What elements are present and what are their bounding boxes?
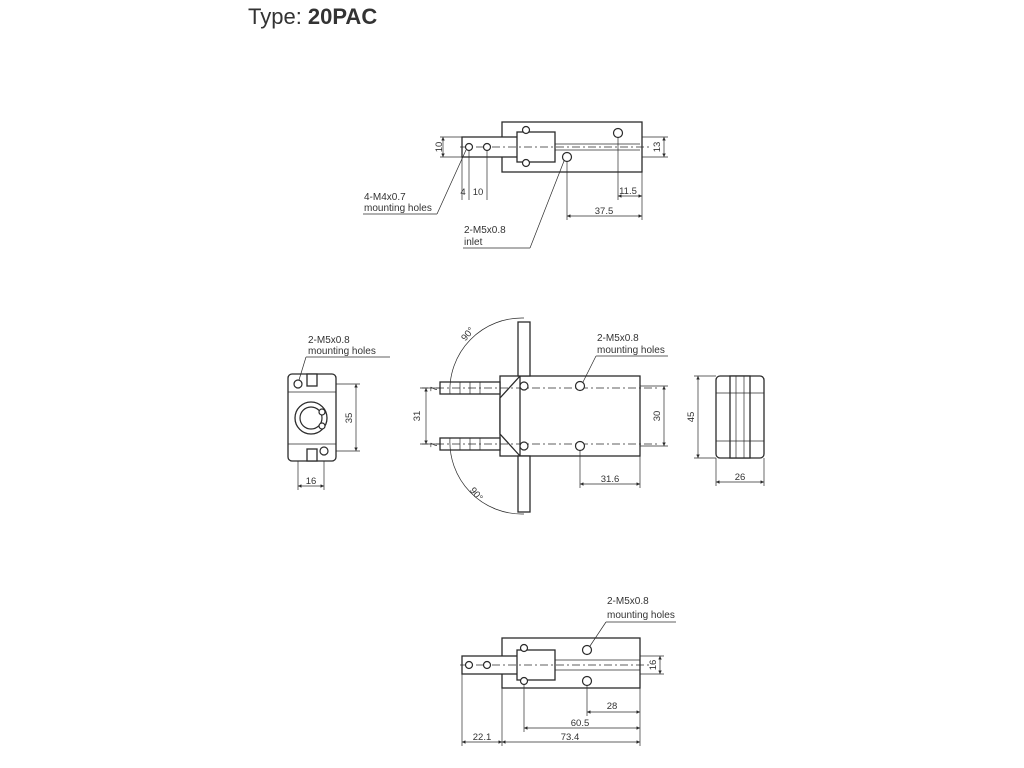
top-mount-hole [484,144,491,151]
dim-side-30: 30 [652,410,663,422]
side-mount-hole [576,442,585,451]
end-mount-hole [320,447,328,455]
right-view-finger [730,376,750,458]
bottom-mount-hole [484,662,491,669]
note-inlet-line2: inlet [464,237,483,248]
top-inlet-hole [563,153,572,162]
side-mount-hole [520,442,528,450]
side-note-line1: 2-M5x0.8 [597,333,639,344]
dim-end-16: 16 [305,476,317,487]
bottom-mount-hole [583,677,592,686]
top-mount-hole [523,160,530,167]
note-inlet-line1: 2-M5x0.8 [464,225,506,236]
dim-bottom-16: 16 [648,659,659,671]
bottom-mount-hole [521,678,528,685]
side-mount-hole [520,382,528,390]
top-mount-hole [466,144,473,151]
side-view [412,318,668,514]
side-view-finger-top [518,322,530,376]
dim-side-31-6: 31.6 [600,474,620,485]
dim-bottom-28: 28 [606,701,618,712]
top-mount-hole [523,127,530,134]
dim-top-37-5: 37.5 [594,206,614,217]
dim-right-45: 45 [686,411,697,423]
dim-right-26: 26 [734,472,746,483]
dim-top-10-vertical: 10 [434,141,445,153]
side-mount-hole [576,382,585,391]
bottom-mount-hole [466,662,473,669]
top-inlet-hole [614,129,623,138]
top-view [363,122,668,248]
dim-bottom-22-1: 22.1 [472,732,492,743]
end-mount-hole [294,380,302,388]
bottom-note-line1: 2-M5x0.8 [607,596,649,607]
bottom-mount-hole [583,646,592,655]
bottom-note-line2: mounting holes [607,610,675,621]
dim-top-4: 4 [460,187,466,198]
note-m4-line2: mounting holes [364,203,432,214]
side-view-finger-bottom [518,456,530,512]
dim-side-31: 31 [412,410,423,422]
side-note-line2: mounting holes [597,345,665,356]
dim-bottom-73-4: 73.4 [560,732,580,743]
end-note-line1: 2-M5x0.8 [308,335,350,346]
dim-top-13: 13 [652,141,663,153]
right-view [686,376,764,486]
end-view-port [319,409,325,415]
dim-top-11-5: 11.5 [619,186,637,197]
dim-top-10-horizontal: 10 [472,187,484,198]
end-view-port [319,423,325,429]
end-view-slot-bottom [307,449,317,461]
dim-end-35: 35 [344,412,355,424]
title-prefix: Type: [248,4,308,29]
note-m4-line1: 4-M4x0.7 [364,192,406,203]
dim-side-7-top: 7 [429,386,440,392]
bottom-view [460,596,676,746]
end-note-line2: mounting holes [308,346,376,357]
dim-side-angle-bottom: 90° [467,485,485,504]
dim-side-7-bottom: 7 [429,442,440,448]
end-view-slot-top [307,374,317,386]
dim-bottom-60-5: 60.5 [570,718,590,729]
end-view [288,335,390,490]
dim-side-angle-top: 90° [459,325,477,344]
bottom-mount-hole [521,645,528,652]
title-model: 20PAC [307,4,378,29]
